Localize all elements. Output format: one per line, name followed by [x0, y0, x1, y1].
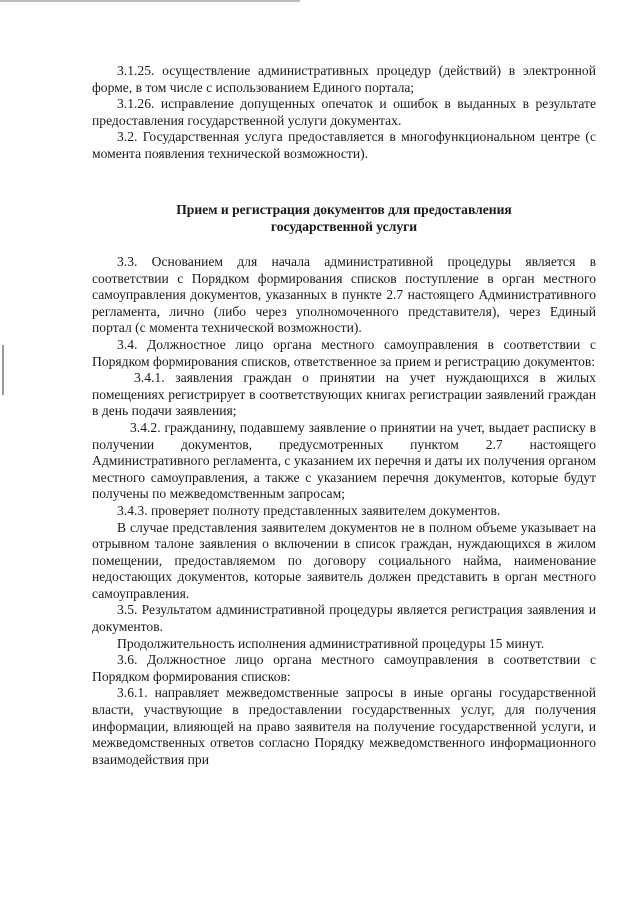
- paragraph-3-2: 3.2. Государственная услуга предоставляется в многофункциональном центре (с момента появления технической возможности).: [92, 129, 596, 161]
- paragraph-3-4: 3.4. Должностное лицо органа местного самоуправления в соответствии с Порядком формирования списков, ответственное за прием и регистрацию документов:: [92, 336, 596, 369]
- paragraph-3-3: 3.3. Основанием для начала административной процедуры является в соответствии с Порядком формирования списков поступление в орган местного самоуправления документов, указанных в пункте 2.7 настоящего Административного регламента, лично (либо через уполномоченного представителя), через Единый портал (с момента технической возможности).: [92, 254, 596, 336]
- heading-line-2: государственной услуги: [270, 219, 418, 234]
- section-heading: [92, 201, 596, 235]
- intro-block: [92, 63, 596, 163]
- paragraph-3-6-1: 3.6.1. направляет межведомственные запросы в иные органы государственной власти, участвующие в предоставлении государственных услуг, для получения информации, влияющей на право заявителя на получение государственной услуги, и межведомственных ответов согласно Порядку межведомственного информационного взаимодействия при: [92, 685, 596, 767]
- paragraph-3-1-25: 3.1.25. осуществление административных процедур (действий) в электронной форме, в том числе с использованием Единого портала;: [92, 63, 596, 95]
- paragraph-duration: Продолжительность исполнения административной процедуры 15 минут.: [117, 635, 545, 651]
- scan-edge-line: [0, 0, 300, 2]
- paragraph-3-5: 3.5. Результатом административной процедуры является регистрация заявления и документов.: [92, 602, 596, 635]
- paragraph-incomplete-docs: В случае представления заявителем документов не в полном объеме указывает на отрывном талоне заявления о включении в список граждан, нуждающихся в жилом помещении, предоставляемом по договору социального найма, наименование недостающих документов, которые заявитель должен представить в орган местного самоуправления.: [92, 519, 596, 601]
- paragraph-3-6: 3.6. Должностное лицо органа местного самоуправления в соответствии с Порядком формирования списков:: [92, 652, 596, 684]
- paragraph-3-4-3: 3.4.3. проверяет полноту представленных заявителем документов.: [117, 502, 501, 518]
- scan-binding-mark: [2, 345, 4, 395]
- heading-line-1: Прием и регистрация документов для предоставления: [176, 202, 512, 217]
- paragraph-3-4-1: 3.4.1. заявления граждан о принятии на учет нуждающихся в жилых помещениях регистрирует в соответствующих книгах регистрации заявлений граждан в день подачи заявления;: [92, 370, 596, 419]
- paragraph-3-4-2: 3.4.2. гражданину, подавшему заявление о принятии на учет, выдает расписку в получении документов, предусмотренных пунктом 2.7 настоящего Административного регламента, с указанием их перечня и даты их получения органом местного самоуправления, а также с указанием перечня документов, которые будут получены по межведомственным запросам;: [92, 419, 596, 502]
- paragraph-3-1-26: 3.1.26. исправление допущенных опечаток и ошибок в выданных в результате предоставления государственной услуги документах.: [92, 96, 596, 128]
- body-block: [92, 254, 596, 768]
